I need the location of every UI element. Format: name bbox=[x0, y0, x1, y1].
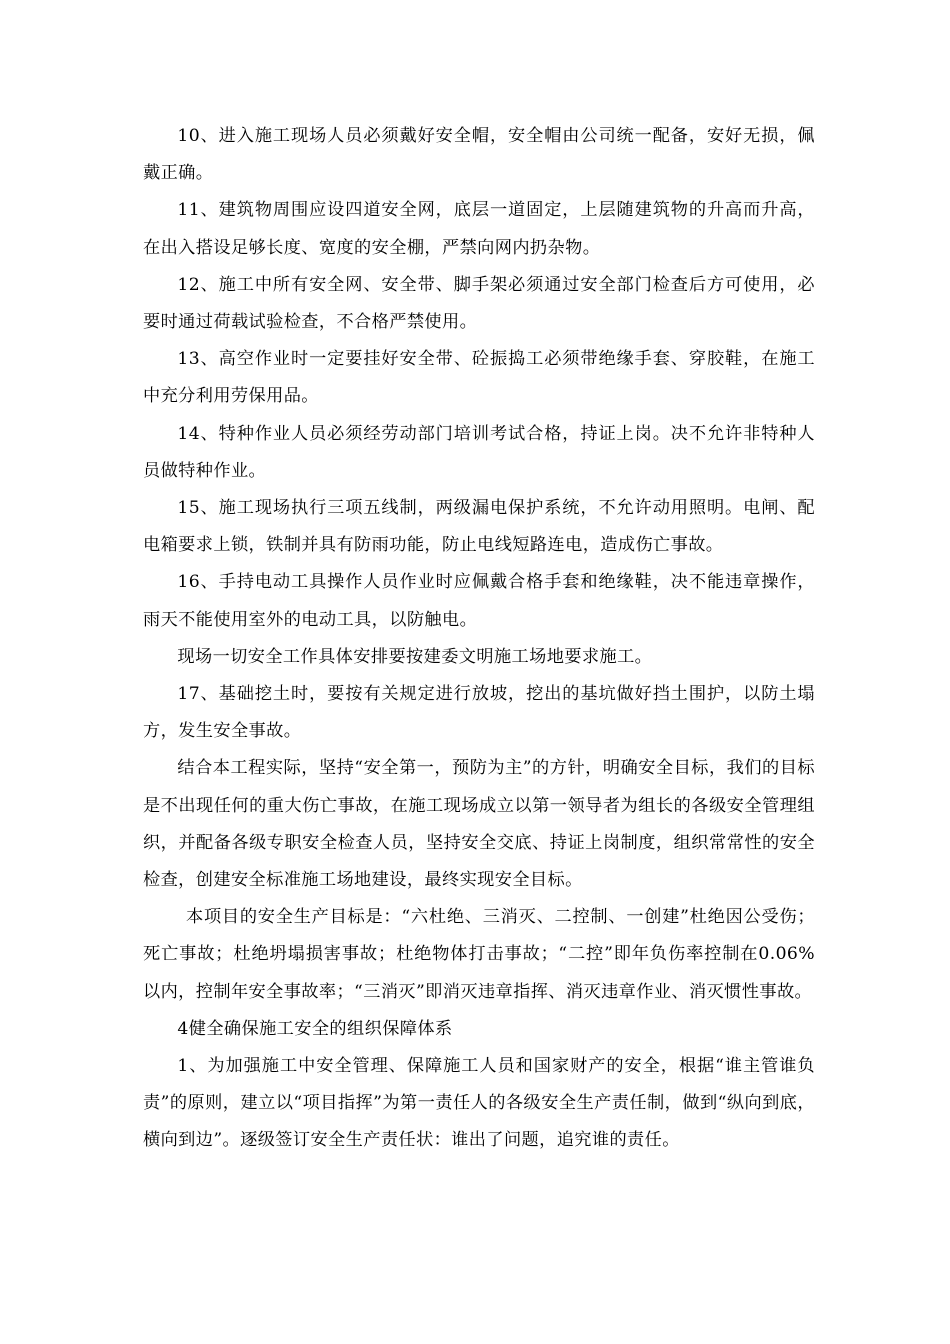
paragraph-safety-goals: 本项目的安全生产目标是：“六杜绝、三消灭、二控制、一创建”杜绝因公受伤；死亡事故；杜绝坍塌损害事故；杜绝物体打击事故；“二控”即年负伤率控制在0.06%以内，控制年安全事故率；“三消灭”即消灭违章指挥、消灭违章作业、消灭惯性事故。 bbox=[143, 907, 815, 1002]
document-body bbox=[143, 118, 815, 1160]
paragraph-special-operations: 14、特种作业人员必须经劳动部门培训考试合格，持证上岗。决不允许非特种人员做特种作业。 bbox=[143, 423, 815, 481]
paragraph-power-tools: 16、手持电动工具操作人员作业时应佩戴合格手套和绝缘鞋，决不能违章操作，雨天不能使用室外的电动工具，以防触电。 bbox=[143, 572, 815, 630]
paragraph-safety-helmet: 10、进入施工现场人员必须戴好安全帽，安全帽由公司统一配备，安好无损，佩戴正确。 bbox=[143, 126, 815, 184]
paragraph-safety-policy: 结合本工程实际，坚持“安全第一，预防为主”的方针，明确安全目标，我们的目标是不出现任何的重大伤亡事故，在施工现场成立以第一领导者为组长的各级安全管理组织，并配备各级专职安全检查人员，坚持安全交底、持证上岗制度，组织常常性的安全检查，创建安全标准施工场地建设，最终实现安全目标。 bbox=[143, 758, 815, 891]
paragraph-electrical-system: 15、施工现场执行三项五线制，两级漏电保护系统，不允许动用照明。电闸、配电箱要求上锁，铁制并具有防雨功能，防止电线短路连电，造成伤亡事故。 bbox=[143, 498, 815, 556]
paragraph-excavation: 17、基础挖土时，要按有关规定进行放坡，挖出的基坑做好挡土围护，以防土塌方，发生安全事故。 bbox=[143, 684, 815, 742]
section-heading-organization: 4健全确保施工安全的组织保障体系 bbox=[177, 1018, 453, 1039]
paragraph-responsibility-system: 1、为加强施工中安全管理、保障施工人员和国家财产的安全，根据“谁主管谁负责”的原则，建立以“项目指挥”为第一责任人的各级安全生产责任制，做到“纵向到底，横向到边”。逐级签订安全生产责任状：谁出了问题，追究谁的责任。 bbox=[143, 1056, 815, 1151]
paragraph-safety-net: 11、建筑物周围应设四道安全网，底层一道固定，上层随建筑物的升高而升高，在出入搭设足够长度、宽度的安全棚，严禁向网内扔杂物。 bbox=[143, 200, 815, 258]
paragraph-site-arrangement: 现场一切安全工作具体安排要按建委文明施工场地要求施工。 bbox=[177, 646, 653, 667]
paragraph-high-altitude-work: 13、高空作业时一定要挂好安全带、砼振捣工必须带绝缘手套、穿胶鞋，在施工中充分利用劳保用品。 bbox=[143, 349, 815, 407]
paragraph-inspection: 12、施工中所有安全网、安全带、脚手架必须通过安全部门检查后方可使用，必要时通过荷载试验检查，不合格严禁使用。 bbox=[143, 274, 815, 333]
